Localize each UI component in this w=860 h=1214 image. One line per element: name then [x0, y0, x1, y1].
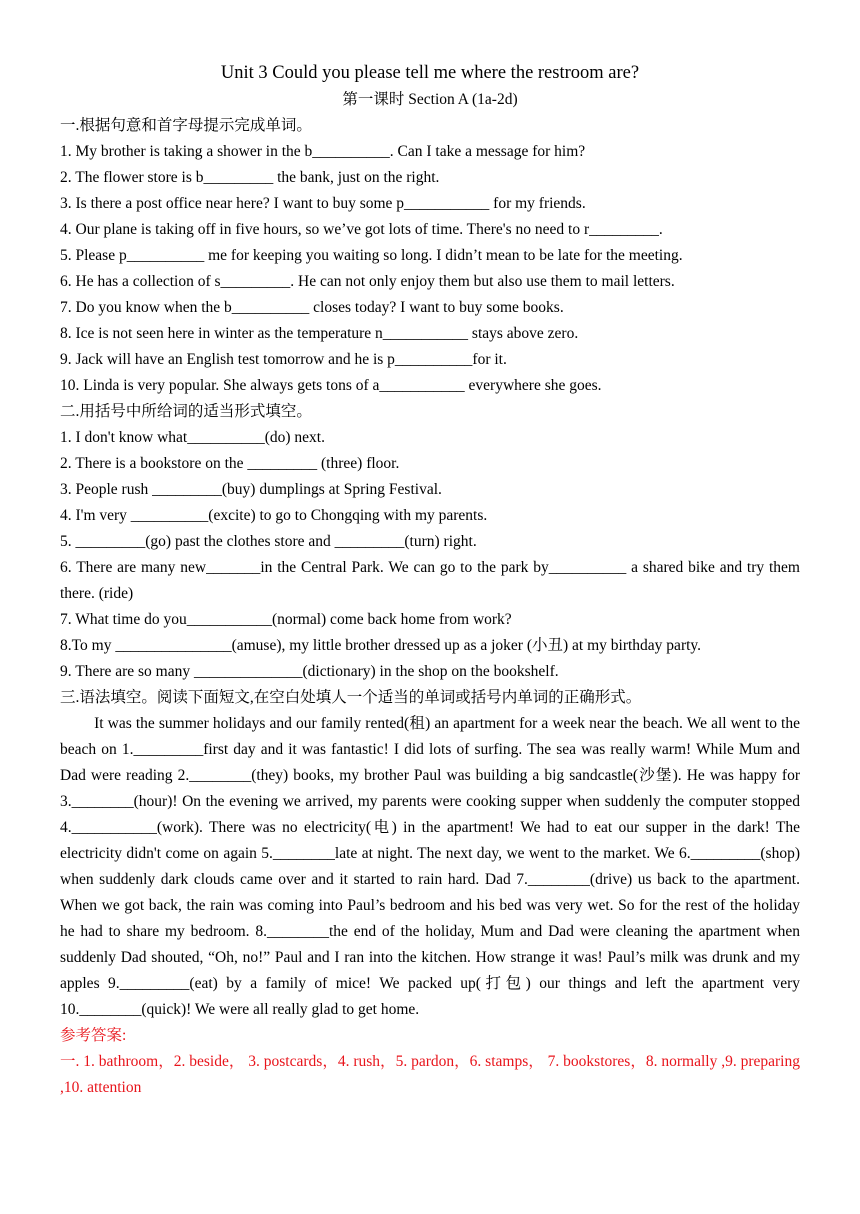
part1-item: 7. Do you know when the b__________ closes today? I want to buy some books.: [60, 299, 564, 316]
worksheet-page: [60, 60, 800, 1101]
part1-item: 5. Please p__________ me for keeping you waiting so long. I didn’t mean to be late for the meeting.: [60, 247, 683, 264]
part2-item: 4. I'm very __________(excite) to go to Chongqing with my parents.: [60, 507, 488, 524]
part2-heading: 二.用括号中所给词的适当形式填空。: [60, 403, 312, 420]
part3-section: [60, 685, 800, 1023]
part1-heading: 一.根据句意和首字母提示完成单词。: [60, 117, 312, 134]
part1-item: 8. Ice is not seen here in winter as the temperature n___________ stays above zero.: [60, 325, 579, 342]
part2-item: 8.To my _______________(amuse), my little brother dressed up as a joker (小丑) at my birthday party.: [60, 637, 702, 654]
answer-heading: 参考答案:: [60, 1027, 127, 1044]
answer-section: [60, 1023, 800, 1101]
part1-item: 9. Jack will have an English test tomorrow and he is p__________for it.: [60, 351, 507, 368]
part1-item: 3. Is there a post office near here? I want to buy some p___________ for my friends.: [60, 195, 586, 212]
part3-passage: It was the summer holidays and our family rented(租) an apartment for a week near the beach. We all went to the beach on 1._________first day and it was fantastic! I did lots of surfing. The sea was really warm! While Mum and Dad were reading 2.________(they) books, my brother Paul was building a big sandcastle(沙堡). He was happy for 3.________(hour)! On the evening we arrived, my parents were cooking supper when suddenly the computer stopped 4.___________(work). There was no electricity(电) in the apartment! We had to eat our supper in the dark! The electricity didn't come on again 5.________late at night. The next day, we went to the market. We 6._________(shop) when suddenly dark clouds came over and it started to rain hard. Dad 7.________(drive) us back to the apartment. When we got back, the rain was coming into Paul’s bedroom and his bed was very wet. So for the rest of the holiday he had to share my bedroom. 8.________the end of the holiday, Mum and Dad were cleaning the apartment when suddenly Dad shouted, “Oh, no!” Paul and I ran into the kitchen. How strange it was! Paul’s milk was drunk and my apples 9._________(eat) by a family of mice! We packed up(打包) our things and left the apartment very 10.________(quick)! We were all really glad to get home.: [60, 715, 800, 1018]
part1-item: 6. He has a collection of s_________. He can not only enjoy them but also use them to mail letters.: [60, 273, 675, 290]
answer-part1: 一. 1. bathroom，2. beside， 3. postcards，4. rush，5. pardon，6. stamps， 7. bookstores，8. normally ,9. preparing ,10. attention: [60, 1053, 800, 1096]
part1-item: 2. The flower store is b_________ the bank, just on the right.: [60, 169, 440, 186]
part2-item: 5. _________(go) past the clothes store and _________(turn) right.: [60, 533, 477, 550]
part1-item: 1. My brother is taking a shower in the b__________. Can I take a message for him?: [60, 143, 586, 160]
page-subtitle: 第一课时 Section A (1a-2d): [342, 91, 518, 108]
part2-section: [60, 399, 800, 685]
part2-item: 1. I don't know what__________(do) next.: [60, 429, 325, 446]
part1-item: 4. Our plane is taking off in five hours, so we’ve got lots of time. There's no need to r_________.: [60, 221, 663, 238]
part2-item: 9. There are so many ______________(dictionary) in the shop on the bookshelf.: [60, 663, 559, 680]
part2-item: 6. There are many new_______in the Central Park. We can go to the park by__________ a shared bike and try them there. (ride): [60, 559, 800, 602]
part2-item: 7. What time do you___________(normal) come back home from work?: [60, 611, 512, 628]
part1-item: 10. Linda is very popular. She always gets tons of a___________ everywhere she goes.: [60, 377, 602, 394]
page-title: Unit 3 Could you please tell me where the restroom are?: [220, 63, 640, 83]
part2-item: 2. There is a bookstore on the _________ (three) floor.: [60, 455, 400, 472]
part2-item: 3. People rush _________(buy) dumplings at Spring Festival.: [60, 481, 442, 498]
part3-heading: 三.语法填空。阅读下面短文,在空白处填人一个适当的单词或括号内单词的正确形式。: [60, 689, 642, 706]
part1-section: [60, 113, 800, 399]
